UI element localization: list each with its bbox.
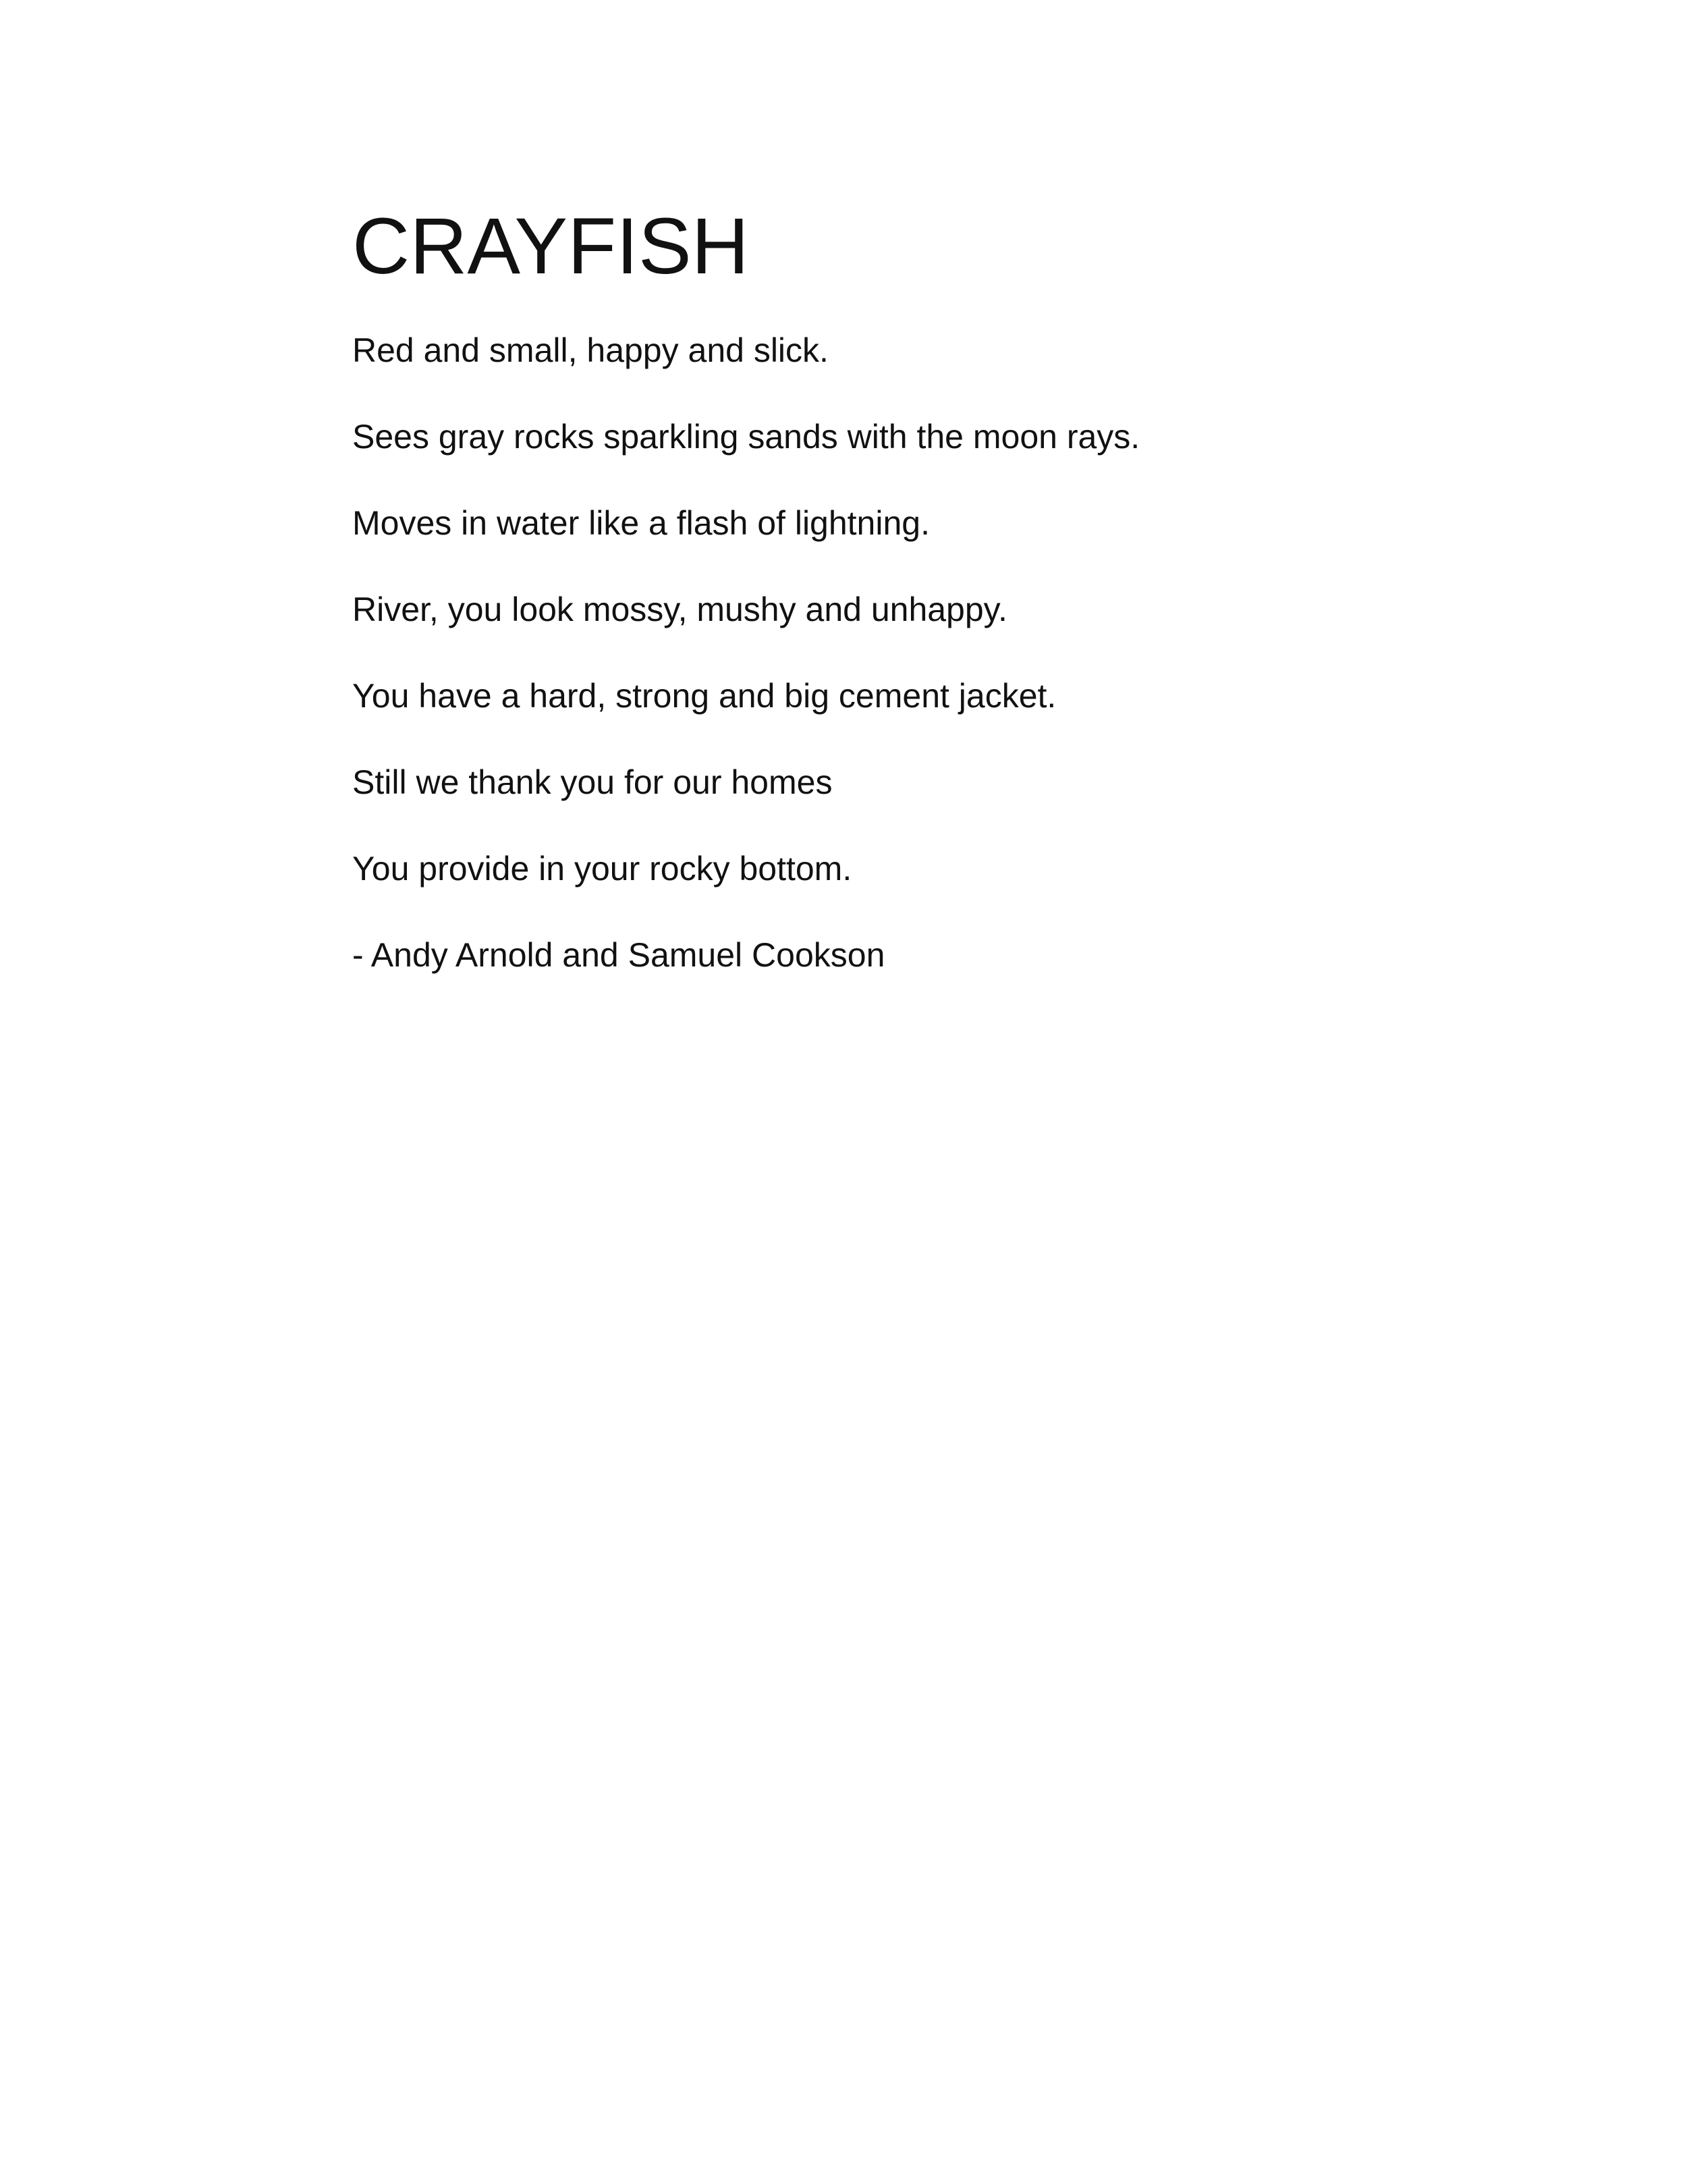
poem-line-4: River, you look mossy, mushy and unhappy. xyxy=(352,591,1007,628)
poem-content xyxy=(352,199,1499,1021)
poem-lines xyxy=(352,330,1499,975)
poem-title: CRAYFISH xyxy=(352,202,749,291)
poem-line-6: Still we thank you for our homes xyxy=(352,763,833,801)
poem-line-2: Sees gray rocks sparkling sands with the moon rays. xyxy=(352,418,1140,456)
poem-line-1: Red and small, happy and slick. xyxy=(352,331,829,369)
poem-line-3: Moves in water like a flash of lightning. xyxy=(352,504,930,542)
poem-line-5: You have a hard, strong and big cement jacket. xyxy=(352,677,1057,715)
poem-author-line: - Andy Arnold and Samuel Cookson xyxy=(352,936,885,974)
poem-line-7: You provide in your rocky bottom. xyxy=(352,850,852,888)
